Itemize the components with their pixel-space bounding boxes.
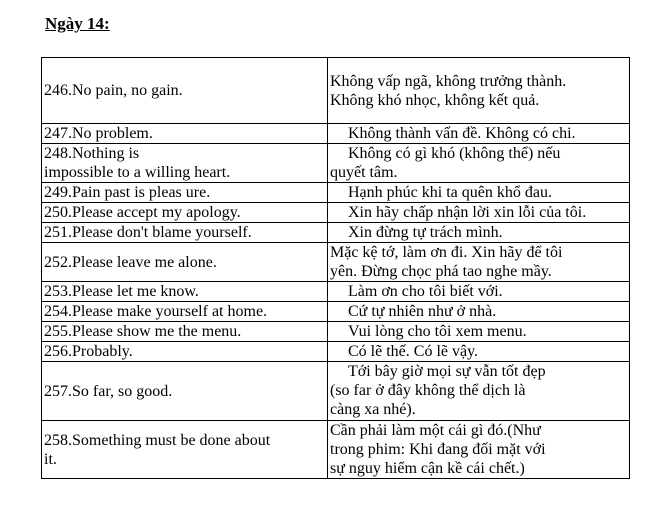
vietnamese-meaning (328, 243, 630, 282)
vietnamese-meaning (328, 124, 630, 144)
meaning-line: Không khó nhọc, không kết quả. (330, 91, 540, 109)
meaning-line: (so far ở đây không thể dịch là (330, 382, 526, 399)
english-phrase: 257.So far, so good. (42, 362, 328, 421)
table-row (42, 58, 630, 124)
page-heading: Ngày 14: (45, 14, 110, 33)
meaning-line: Có lẽ thế. Có lẽ vậy. (348, 343, 479, 360)
vietnamese-meaning (328, 183, 630, 203)
phrase-table (41, 57, 630, 479)
meaning-line: Cứ tự nhiên như ở nhà. (348, 303, 497, 320)
meaning-line: Hạnh phúc khi ta quên khổ đau. (348, 184, 552, 201)
vietnamese-meaning (328, 282, 630, 302)
english-phrase: 253.Please let me know. (42, 282, 328, 302)
meaning-line: càng xa nhé). (330, 401, 416, 418)
english-phrase: 247.No problem. (42, 124, 328, 144)
meaning-line: Xin đừng tự trách mình. (348, 224, 503, 241)
table-row (42, 322, 630, 342)
vietnamese-meaning (328, 322, 630, 342)
meaning-line: Không vấp ngã, không trưởng thành. (330, 72, 567, 90)
meaning-line: Tới bây giờ mọi sự vẫn tốt đẹp (348, 363, 546, 380)
meaning-line: Làm ơn cho tôi biết với. (348, 283, 503, 300)
vietnamese-meaning (328, 223, 630, 243)
table-row (42, 223, 630, 243)
table-row (42, 144, 630, 183)
table-row (42, 302, 630, 322)
english-phrase: 254.Please make yourself at home. (42, 302, 328, 322)
meaning-line: trong phim: Khi đang đối mặt với (330, 441, 546, 458)
vietnamese-meaning (328, 302, 630, 322)
phrase-line: impossible to a willing heart. (44, 164, 231, 181)
meaning-line: Xin hãy chấp nhận lời xin lỗi của tôi. (348, 204, 587, 221)
phrase-line: it. (44, 450, 57, 468)
meaning-line: yên. Đừng chọc phá tao nghe mầy. (330, 263, 552, 280)
table-row (42, 362, 630, 421)
table-row (42, 421, 630, 479)
meaning-line: Mặc kệ tớ, làm ơn đi. Xin hãy để tôi (330, 244, 563, 261)
meaning-line: Không có gì khó (không thể) nếu (348, 145, 561, 162)
meaning-line: quyết tâm. (330, 164, 398, 181)
english-phrase: 255.Please show me the menu. (42, 322, 328, 342)
table-row (42, 183, 630, 203)
vietnamese-meaning (328, 342, 630, 362)
english-phrase: 256.Probably. (42, 342, 328, 362)
vietnamese-meaning (328, 58, 630, 124)
english-phrase: 250.Please accept my apology. (42, 203, 328, 223)
vietnamese-meaning (328, 203, 630, 223)
table-row (42, 342, 630, 362)
table-row (42, 124, 630, 144)
phrase-line: 248.Nothing is (44, 145, 140, 162)
english-phrase: 251.Please don't blame yourself. (42, 223, 328, 243)
meaning-line: Không thành vấn đề. Không có chi. (348, 125, 576, 142)
meaning-line: Cần phải làm một cái gì đó.(Như (330, 422, 541, 439)
table-row (42, 203, 630, 223)
meaning-line: sự nguy hiểm cận kề cái chết.) (330, 460, 525, 477)
meaning-line: Vui lòng cho tôi xem menu. (348, 323, 527, 340)
table-row (42, 282, 630, 302)
vietnamese-meaning (328, 362, 630, 421)
vietnamese-meaning (328, 144, 630, 183)
english-phrase (42, 144, 328, 183)
english-phrase (42, 421, 328, 479)
phrase-line: 258.Something must be done about (44, 431, 271, 449)
english-phrase: 246.No pain, no gain. (42, 58, 328, 124)
table-row (42, 243, 630, 282)
english-phrase: 252.Please leave me alone. (42, 243, 328, 282)
vietnamese-meaning (328, 421, 630, 479)
english-phrase: 249.Pain past is pleas ure. (42, 183, 328, 203)
